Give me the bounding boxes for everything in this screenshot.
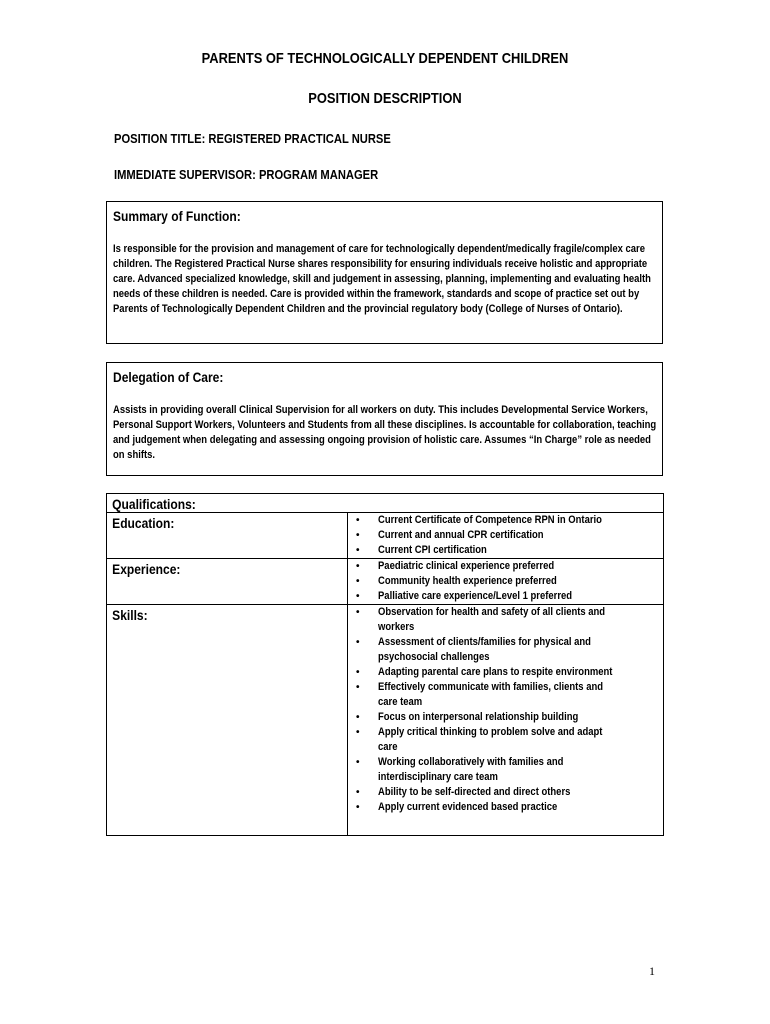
delegation-box	[106, 362, 663, 476]
list-item	[348, 755, 663, 785]
bullet-icon: •	[356, 712, 360, 723]
skills-row	[107, 605, 664, 836]
list-item	[348, 559, 663, 574]
qualifications-table	[106, 493, 664, 836]
bullet-icon: •	[356, 561, 360, 572]
document-subtitle: POSITION DESCRIPTION	[308, 90, 462, 107]
list-item-text: Observation for health and safety of all clients and workers	[378, 606, 606, 633]
qualifications-header-row	[107, 494, 664, 513]
education-list	[348, 513, 663, 558]
bullet-icon: •	[356, 545, 360, 556]
bullet-icon: •	[356, 530, 360, 541]
list-item	[348, 800, 663, 815]
education-row	[107, 513, 664, 559]
delegation-heading: Delegation of Care:	[113, 369, 224, 385]
list-item-text: Adapting parental care plans to respite environment	[378, 666, 613, 678]
list-item	[348, 680, 663, 710]
list-item-text: Paediatric clinical experience preferred	[378, 560, 555, 572]
page-number: 1	[649, 964, 655, 978]
document-title: PARENTS OF TECHNOLOGICALLY DEPENDENT CHILDREN	[201, 50, 569, 67]
list-item	[348, 785, 663, 800]
list-item-text: Assessment of clients/families for physical and psychosocial challenges	[378, 636, 591, 663]
list-item-text: Focus on interpersonal relationship building	[378, 711, 579, 723]
list-item	[348, 665, 663, 680]
list-item-text: Working collaboratively with families and interdisciplinary care team	[378, 756, 564, 783]
list-item-text: Apply critical thinking to problem solve and adapt care	[378, 726, 603, 753]
list-item	[348, 725, 663, 755]
experience-row	[107, 559, 664, 605]
bullet-icon: •	[356, 637, 360, 648]
bullet-icon: •	[356, 727, 360, 738]
list-item	[348, 710, 663, 725]
list-item-text: Ability to be self-directed and direct others	[378, 786, 571, 798]
list-item-text: Apply current evidenced based practice	[378, 801, 558, 813]
bullet-icon: •	[356, 576, 360, 587]
bullet-icon: •	[356, 787, 360, 798]
list-item	[348, 528, 663, 543]
education-label: Education:	[112, 515, 175, 531]
list-item	[348, 513, 663, 528]
immediate-supervisor: IMMEDIATE SUPERVISOR: PROGRAM MANAGER	[114, 167, 379, 182]
skills-label: Skills:	[112, 607, 148, 623]
list-item-text: Palliative care experience/Level 1 preferred	[378, 590, 573, 602]
list-item-text: Effectively communicate with families, clients and care team	[378, 681, 604, 708]
list-item-text: Current and annual CPR certification	[378, 529, 544, 541]
bullet-icon: •	[356, 607, 360, 618]
list-item-text: Current Certificate of Competence RPN in Ontario	[378, 514, 602, 526]
bullet-icon: •	[356, 515, 360, 526]
summary-box	[106, 201, 663, 344]
summary-text: Is responsible for the provision and management of care for technologically dependent/medically fragile/complex care children. The Registered Practical Nurse shares responsibility for ensuring individuals receive holistic and appropriate care. Advanced specialized knowledge, skill and judgement in assessing, planning, implementing and evaluating health needs of these children is needed. Care is provided within the framework, standards and scope of practice set out by Parents of Technologically Dependent Children and the provincial regulatory body (College of Nurses of Ontario).	[113, 243, 651, 315]
qualifications-heading: Qualifications:	[112, 496, 196, 512]
list-item	[348, 543, 663, 558]
list-item	[348, 605, 663, 635]
delegation-text: Assists in providing overall Clinical Supervision for all workers on duty. This includes Developmental Service Workers, Personal Support Workers, Volunteers and Students from all these disciplines. Is accountable for collaboration, teaching and judgement when delegating and assessing ongoing provision of holistic care. Assumes “In Charge” role as needed on shifts.	[113, 404, 657, 461]
experience-label: Experience:	[112, 561, 181, 577]
list-item	[348, 574, 663, 589]
list-item-text: Current CPI certification	[378, 544, 487, 556]
bullet-icon: •	[356, 802, 360, 813]
position-title: POSITION TITLE: REGISTERED PRACTICAL NURSE	[114, 131, 391, 146]
bullet-icon: •	[356, 757, 360, 768]
list-item	[348, 635, 663, 665]
summary-heading: Summary of Function:	[113, 208, 241, 224]
experience-list	[348, 559, 663, 604]
bullet-icon: •	[356, 682, 360, 693]
bullet-icon: •	[356, 591, 360, 602]
list-item-text: Community health experience preferred	[378, 575, 557, 587]
bullet-icon: •	[356, 667, 360, 678]
list-item	[348, 589, 663, 604]
skills-list	[348, 605, 663, 815]
